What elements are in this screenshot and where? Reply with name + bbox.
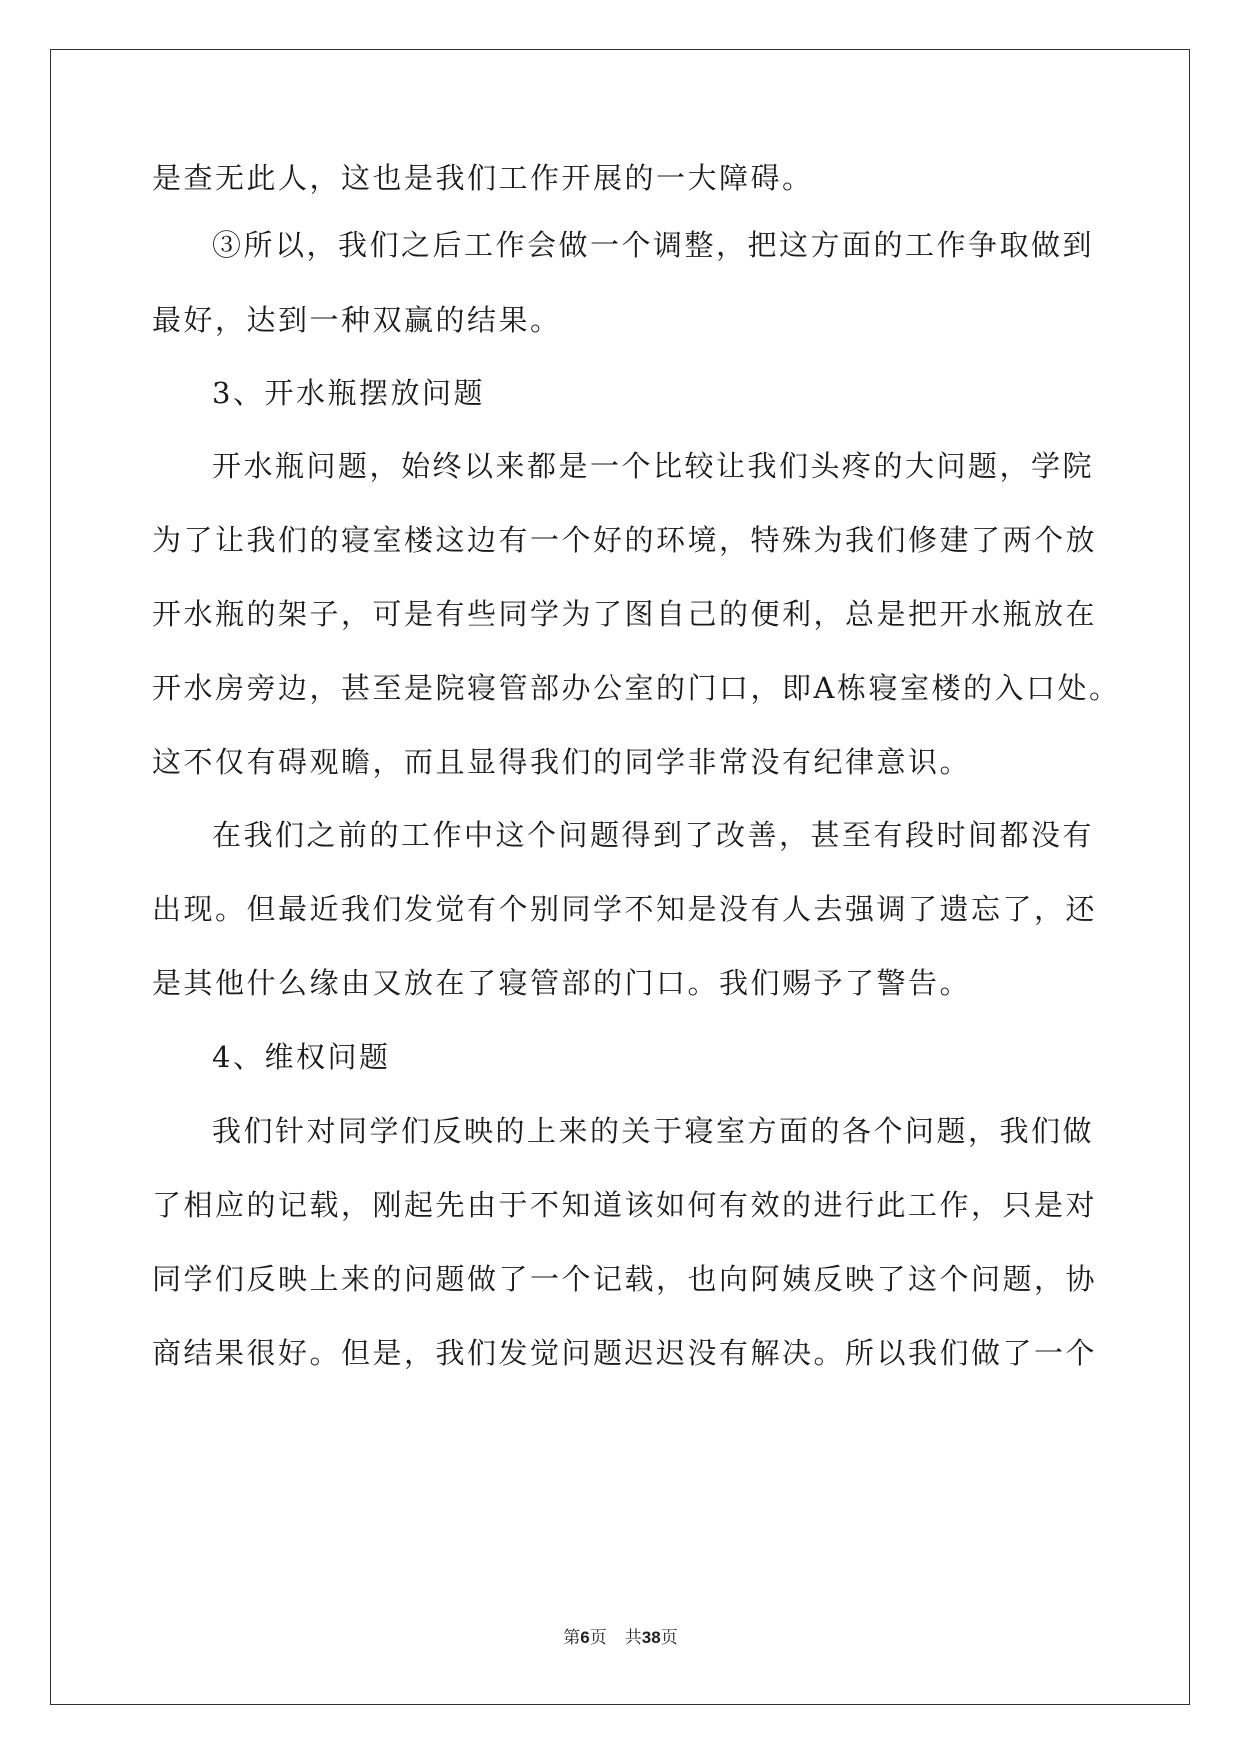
body-line: 最好，达到一种双赢的结果。 xyxy=(152,303,562,337)
footer-total-pages: 38 xyxy=(641,1628,661,1647)
body-line: 这不仅有碍观瞻，而且显得我们的同学非常没有纪律意识。 xyxy=(152,745,972,779)
body-line: 在我们之前的工作中这个问题得到了改善，甚至有段时间都没有 xyxy=(212,818,1095,852)
page-footer xyxy=(0,1626,1241,1650)
body-line: 是其他什么缘由又放在了寝管部的门口。我们赐予了警告。 xyxy=(152,966,972,1000)
footer-page-suffix: 页 xyxy=(589,1628,607,1648)
section-heading: 4、维权问题 xyxy=(212,1040,391,1074)
footer-total-suffix: 页 xyxy=(660,1628,678,1648)
body-line: 开水房旁边，甚至是院寝管部办公室的门口，即A栋寝室楼的入口处。 xyxy=(152,671,1121,705)
body-line: 出现。但最近我们发觉有个别同学不知是没有人去强调了遗忘了，还 xyxy=(152,892,1098,926)
body-line: 开水瓶问题，始终以来都是一个比较让我们头疼的大问题，学院 xyxy=(212,449,1095,483)
section-heading: 3、开水瓶摆放问题 xyxy=(212,376,485,410)
page-border xyxy=(50,49,1190,1705)
footer-total-prefix: 共 xyxy=(624,1628,642,1648)
body-line: 了相应的记载，刚起先由于不知道该如何有效的进行此工作，只是对 xyxy=(152,1188,1098,1222)
body-line: 为了让我们的寝室楼这边有一个好的环境，特殊为我们修建了两个放 xyxy=(152,523,1098,557)
body-line: 开水瓶的架子，可是有些同学为了图自己的便利，总是把开水瓶放在 xyxy=(152,597,1098,631)
body-line: 我们针对同学们反映的上来的关于寝室方面的各个问题，我们做 xyxy=(212,1114,1095,1148)
body-line: 是查无此人，这也是我们工作开展的一大障碍。 xyxy=(152,161,814,195)
footer-page-number: 6 xyxy=(580,1628,590,1647)
footer-page-prefix: 第 xyxy=(563,1628,581,1648)
body-line: 同学们反映上来的问题做了一个记载，也向阿姨反映了这个问题，协 xyxy=(152,1262,1098,1296)
body-line: ③所以，我们之后工作会做一个调整，把这方面的工作争取做到 xyxy=(212,228,1095,262)
body-line: 商结果很好。但是，我们发觉问题迟迟没有解决。所以我们做了一个 xyxy=(152,1336,1098,1370)
